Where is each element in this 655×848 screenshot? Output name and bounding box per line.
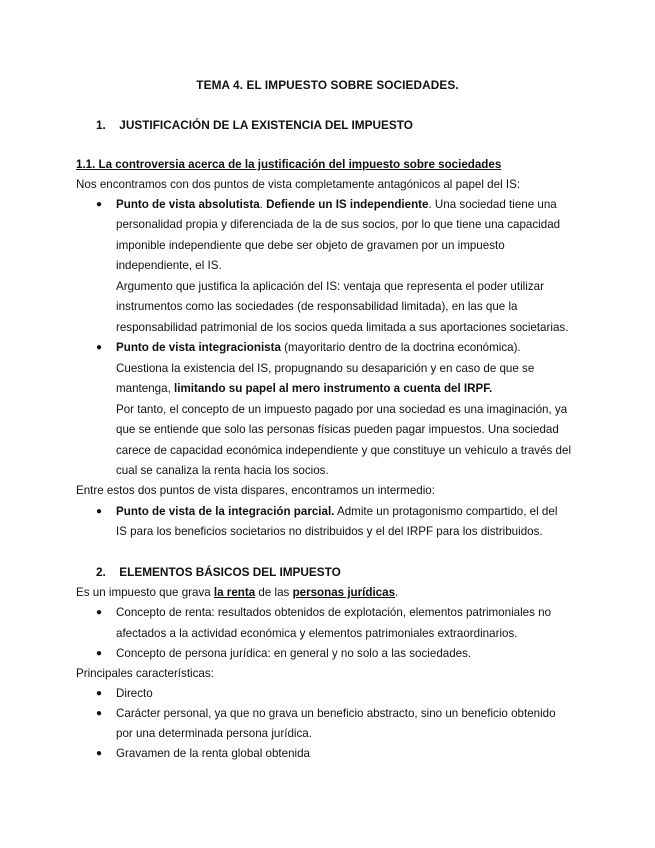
integracionista-line-5: que se entiende que solo las personas físicas pueden pagar impuestos. Una sociedad xyxy=(116,423,559,436)
absolutista-line-2: personalidad propia y diferenciada de la de sus socios, por lo que tiene una capacidad xyxy=(116,218,561,231)
bullet-glyph: ● xyxy=(96,748,103,759)
absolutista-sep: . xyxy=(259,198,267,211)
absolutista-line-6: instrumentos como las sociedades (de responsabilidad limitada), en las que la xyxy=(116,300,518,313)
subsection-1-1-heading: 1.1. La controversia acerca de la justificación del impuesto sobre sociedades xyxy=(76,158,502,171)
absolutista-line-5: Argumento que justifica la aplicación del IS: ventaja que representa el poder utilizar xyxy=(116,280,544,293)
integracionista-line-3 xyxy=(116,381,492,397)
section-2-number: 2. xyxy=(96,565,106,579)
section-1-number: 1. xyxy=(96,118,106,132)
section-1-heading xyxy=(96,118,413,132)
parcial-label: Punto de vista de la integración parcial. xyxy=(116,505,335,518)
between-paragraph: Entre estos dos puntos de vista dispares, encontramos un intermedio: xyxy=(76,484,435,497)
parcial-line-2: IS para los beneficios societarios no distribuidos y el del IRPF para los distribuidos. xyxy=(116,525,543,538)
absolutista-rest-1: . Una sociedad tiene una xyxy=(428,198,557,211)
bullet-glyph: ● xyxy=(96,342,103,353)
absolutista-line-1 xyxy=(116,197,557,213)
section-2-title: ELEMENTOS BÁSICOS DEL IMPUESTO xyxy=(119,565,341,579)
bullet-glyph: ● xyxy=(96,199,103,210)
section-2-intro-e: . xyxy=(395,586,399,599)
bullet-glyph: ● xyxy=(96,506,103,517)
bullet-glyph: ● xyxy=(96,607,103,618)
integracionista-line-1 xyxy=(116,340,521,356)
section-2-intro-a: Es un impuesto que grava xyxy=(76,586,214,599)
section-2-intro xyxy=(76,585,398,601)
section-2-intro-renta: la renta xyxy=(213,586,256,599)
section-2-intro-personas: personas jurídicas xyxy=(292,586,396,599)
feature-directo: Directo xyxy=(116,687,153,700)
parcial-rest-1: Admite un protagonismo compartido, el del xyxy=(334,505,558,518)
section-2-intro-c: de las xyxy=(255,586,293,599)
integracionista-rest-1: (mayoritario dentro de la doctrina económica). xyxy=(280,341,521,354)
absolutista-line-7: responsabilidad patrimonial de los socios queda limitada a sus aportaciones societarias. xyxy=(116,321,569,334)
integracionista-line-3-a: mantenga, xyxy=(116,382,175,395)
absolutista-label: Punto de vista absolutista xyxy=(116,198,260,211)
integracionista-label: Punto de vista integracionista xyxy=(116,341,281,354)
absolutista-bold-claim: Defiende un IS independiente xyxy=(266,198,429,211)
integracionista-line-4: Por tanto, el concepto de un impuesto pagado por una sociedad es una imaginación, ya xyxy=(116,403,568,416)
section-2-heading xyxy=(96,565,341,579)
renta-concept-line-1: Concepto de renta: resultados obtenidos de explotación, elementos patrimoniales no xyxy=(116,606,552,619)
section-1-title: JUSTIFICACIÓN DE LA EXISTENCIA DEL IMPUESTO xyxy=(119,118,413,132)
bullet-glyph: ● xyxy=(96,708,103,719)
absolutista-line-3: imponible independiente que debe ser objeto de gravamen por un impuesto xyxy=(116,239,505,252)
renta-concept-line-2: afectados a la actividad económica y elementos patrimoniales extraordinarios. xyxy=(116,627,518,640)
integracionista-line-6: carece de capacidad económica independiente y que constituye un vehículo a través del xyxy=(116,444,572,457)
parcial-line-1 xyxy=(116,504,557,520)
persona-juridica-concept: Concepto de persona jurídica: en general y no solo a las sociedades. xyxy=(116,647,472,660)
feature-personal-line-2: por una determinada persona jurídica. xyxy=(116,727,312,740)
integracionista-line-7: cual se canaliza la renta hacia los socios. xyxy=(116,464,329,477)
bullet-glyph: ● xyxy=(96,688,103,699)
features-label: Principales características: xyxy=(76,667,214,680)
bullet-glyph: ● xyxy=(96,648,103,659)
integracionista-line-3-bold: limitando su papel al mero instrumento a cuenta del IRPF. xyxy=(174,382,493,395)
absolutista-line-4: independiente, el IS. xyxy=(116,259,222,272)
section-1-intro: Nos encontramos con dos puntos de vista completamente antagónicos al papel del IS: xyxy=(76,178,521,191)
integracionista-line-2: Cuestiona la existencia del IS, propugnando su desaparición y en caso de que se xyxy=(116,362,535,375)
feature-personal-line-1: Carácter personal, ya que no grava un beneficio abstracto, sino un beneficio obtenido xyxy=(116,707,556,720)
feature-renta-global: Gravamen de la renta global obtenida xyxy=(116,747,311,760)
document-title: TEMA 4. EL IMPUESTO SOBRE SOCIEDADES. xyxy=(196,78,459,92)
